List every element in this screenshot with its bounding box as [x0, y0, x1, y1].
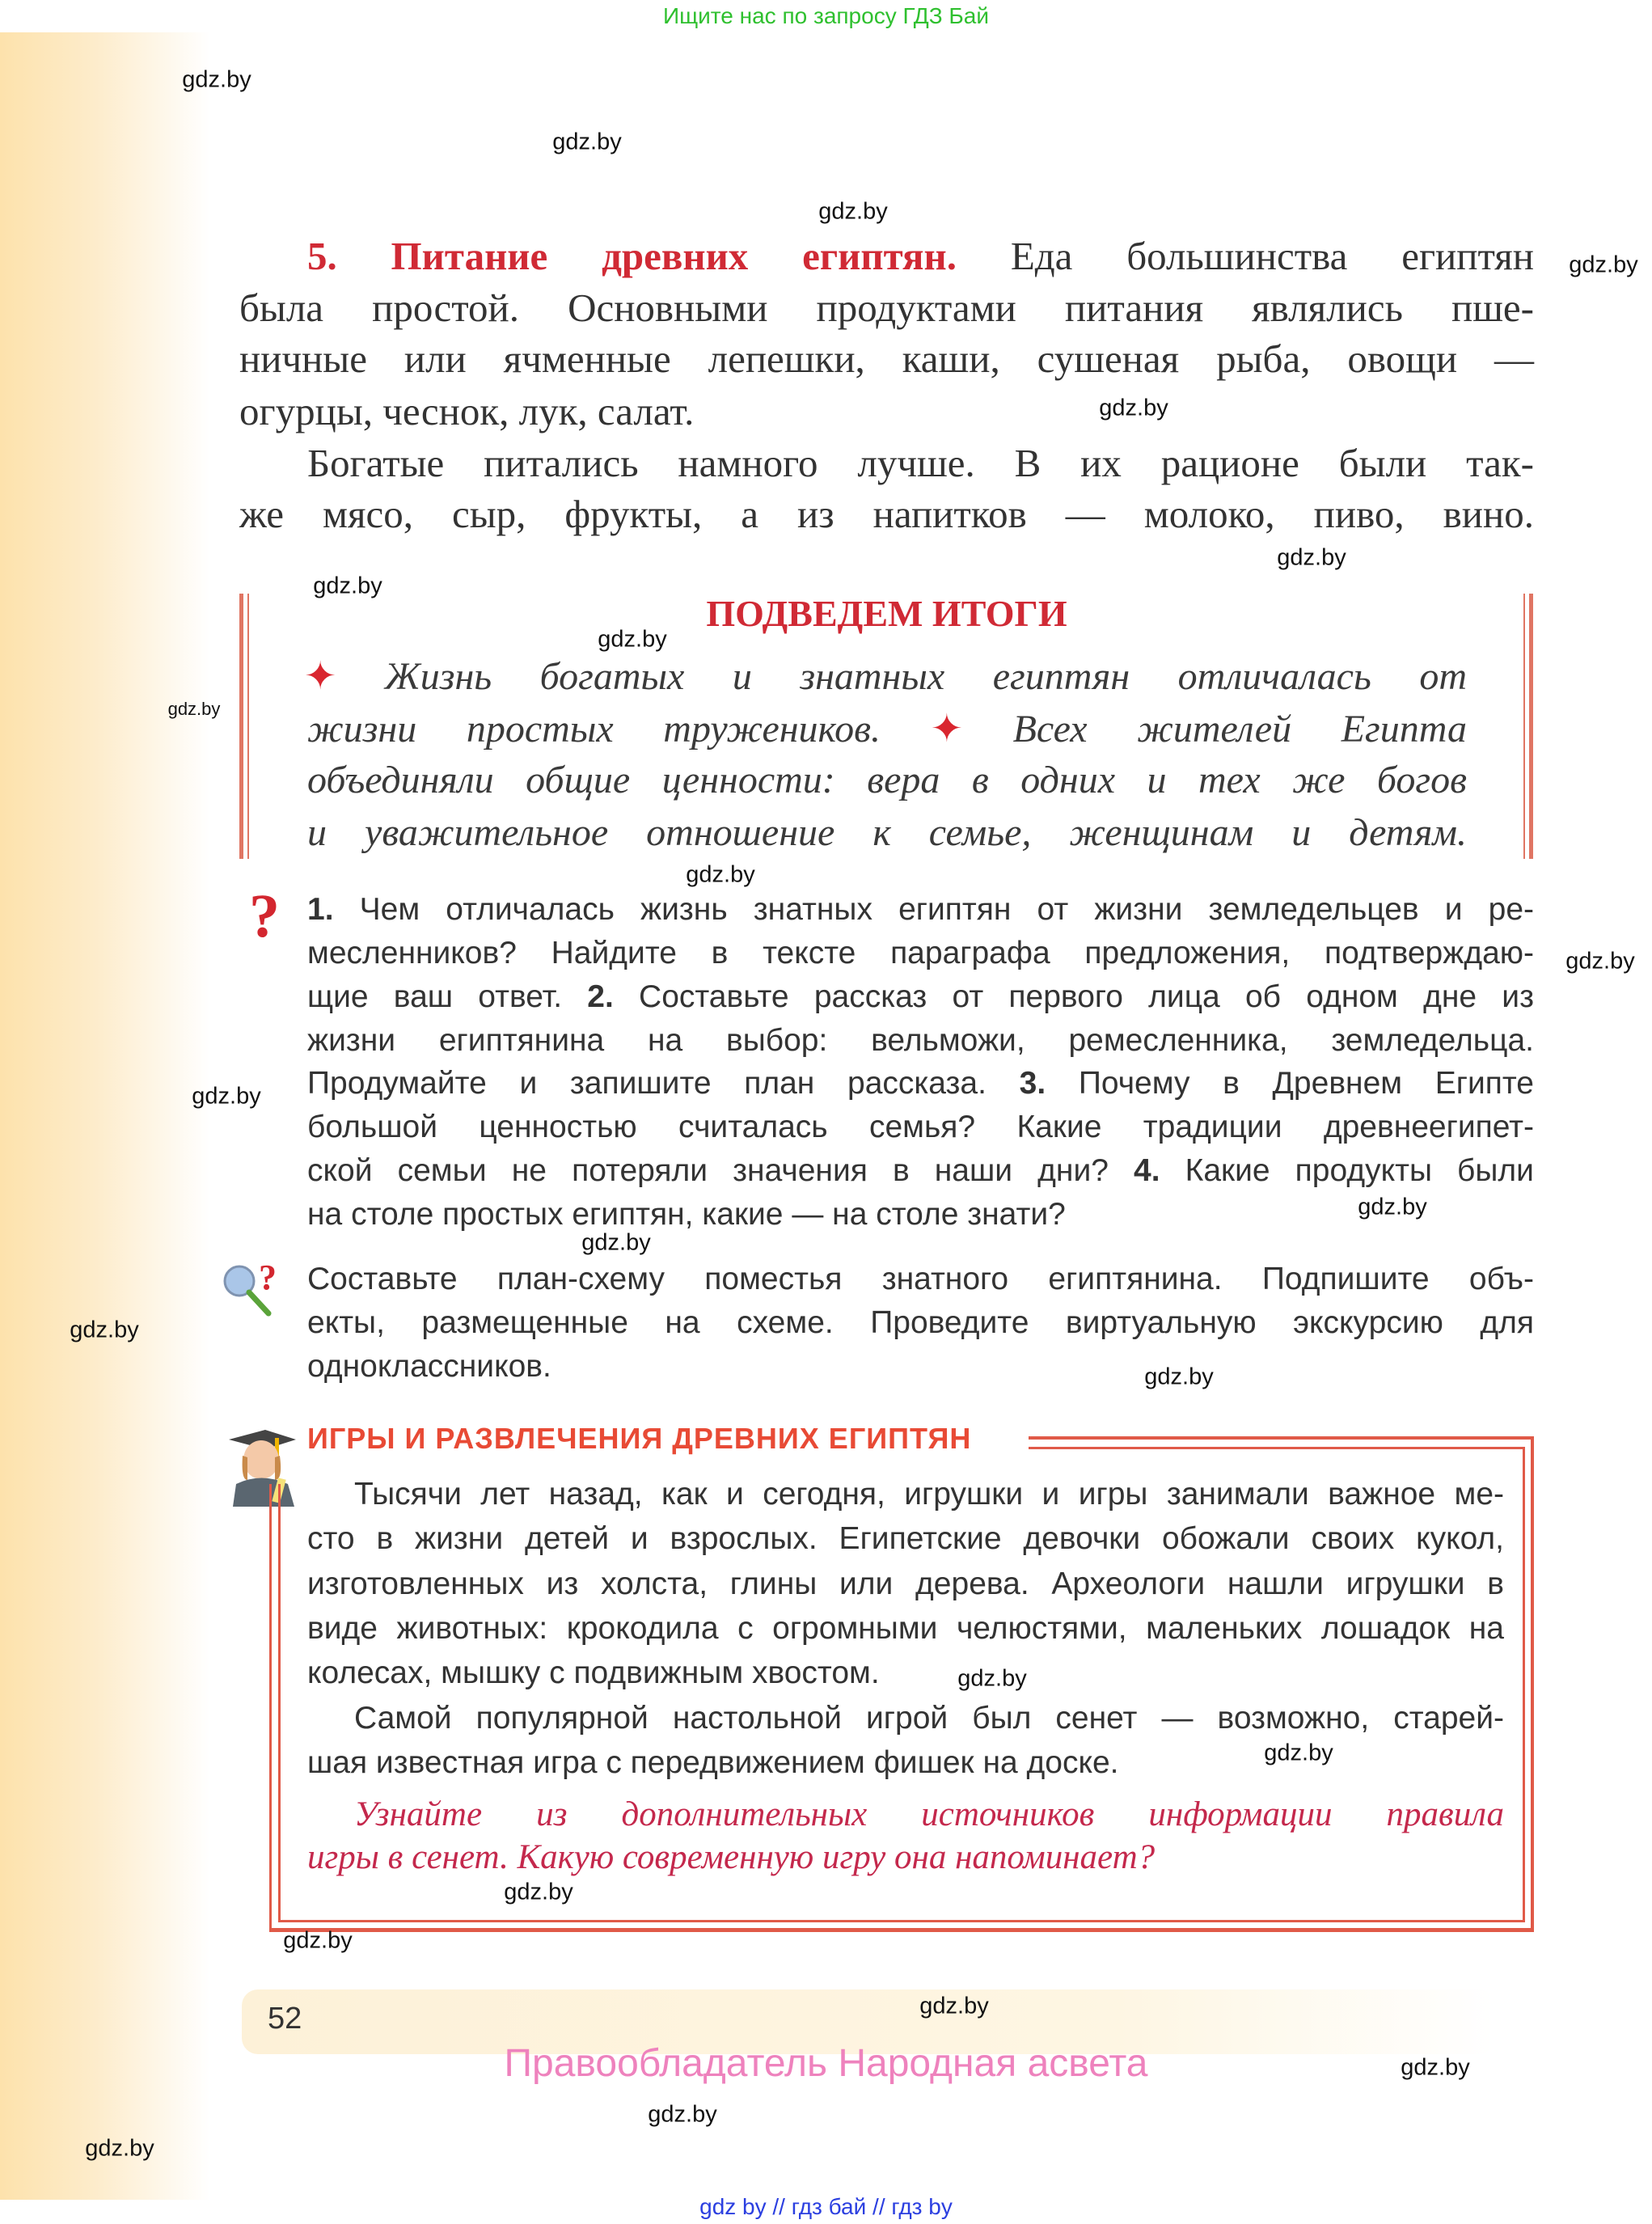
- text: Какие продукты были: [1185, 1153, 1534, 1188]
- watermark: gdz.by: [504, 1879, 573, 1905]
- question-line: на столе простых египтян, какие — на столе знати?: [307, 1197, 1066, 1232]
- text: жизни простых тружеников.: [307, 708, 881, 750]
- summary-line: объединяли общие ценности: вера в одних и тех же богов: [307, 759, 1467, 801]
- summary-line: [307, 708, 1467, 751]
- watermark: gdz.by: [686, 861, 755, 888]
- frame-line: [269, 1484, 272, 1931]
- question-number: 1.: [307, 892, 334, 927]
- frame-line: [269, 1928, 1534, 1932]
- question-line: жизни египтянина на выбор: вельможи, ремесленника, земледельца.: [307, 1023, 1534, 1058]
- text: Жизнь богатых и знатных египтян отличалась от: [384, 655, 1468, 698]
- games-title: ИГРЫ И РАЗВЛЕЧЕНИЯ ДРЕВНИХ ЕГИПТЯН: [307, 1422, 972, 1455]
- watermark: gdz.by: [182, 66, 251, 93]
- watermark: gdz.by: [598, 626, 667, 653]
- frame-line: [278, 1920, 1525, 1922]
- paragraph-line: огурцы, чеснок, лук, салат.: [239, 389, 695, 433]
- watermark: gdz.by: [192, 1083, 261, 1110]
- text: щие ваш ответ.: [307, 979, 563, 1014]
- watermark: gdz.by: [818, 198, 888, 225]
- top-banner[interactable]: Ищите нас по запросу ГДЗ Бай: [662, 3, 990, 28]
- paragraph-line: была простой. Основными продуктами питания являлись пше-: [239, 285, 1534, 330]
- text: Продумайте и запишите план рассказа.: [307, 1066, 987, 1101]
- summary-line: и уважительное отношение к семье, женщинам и детям.: [307, 811, 1467, 854]
- section-heading: 5. Питание древних египтян.: [307, 234, 957, 278]
- text: Почему в Древнем Египте: [1078, 1066, 1534, 1101]
- games-line: Самой популярной настольной игрой был сенет — возможно, старей-: [354, 1701, 1504, 1736]
- watermark: gdz.by: [283, 1927, 353, 1954]
- watermark: gdz.by: [1358, 1194, 1427, 1220]
- diamond-bullet-icon: ✦: [304, 655, 337, 698]
- question-number: 2.: [587, 979, 614, 1014]
- games-line: шая известная игра с передвижением фишек на доске.: [307, 1745, 1119, 1780]
- watermark: gdz.by: [552, 129, 622, 155]
- watermark: gdz.by: [957, 1665, 1027, 1692]
- project-line: одноклассников.: [307, 1349, 551, 1384]
- text: ской семьи не потеряли значения в наши дни?: [307, 1153, 1109, 1188]
- watermark: gdz.by: [85, 2135, 154, 2162]
- question-number: 4.: [1134, 1153, 1160, 1188]
- question-line: месленников? Найдите в тексте параграфа предложения, подтверждаю-: [307, 936, 1534, 970]
- games-task-line: игры в сенет. Какую современную игру она напоминает?: [307, 1838, 1156, 1876]
- games-line: виде животных: крокодила с огромными челюстями, маленьких лошадок на: [307, 1611, 1504, 1646]
- paragraph-line: же мясо, сыр, фрукты, а из напитков — молоко, пиво, вино.: [239, 492, 1534, 536]
- watermark: gdz.by: [70, 1317, 139, 1343]
- svg-text:?: ?: [259, 1260, 277, 1297]
- watermark: gdz.by: [1099, 395, 1168, 421]
- text: Составьте рассказ от первого лица об одном дне из: [639, 979, 1534, 1014]
- frame-line: [1029, 1436, 1534, 1440]
- watermark: gdz.by: [313, 573, 382, 599]
- question-line: [307, 892, 1534, 928]
- summary-title: ПОДВЕДЕМ ИТОГИ: [706, 593, 1067, 634]
- watermark: gdz.by: [167, 699, 221, 719]
- watermark: gdz.by: [1569, 252, 1638, 278]
- page-number: 52: [268, 2002, 302, 2036]
- games-line: сто в жизни детей и взрослых. Египетские девочки обожали своих кукол,: [307, 1521, 1504, 1556]
- diamond-bullet-icon: ✦: [930, 708, 963, 750]
- project-line: екты, размещенные на схеме. Проведите виртуальную экскурсию для: [307, 1305, 1534, 1340]
- watermark: gdz.by: [1144, 1364, 1214, 1390]
- magnifier-question-icon: [220, 1260, 289, 1325]
- question-line: [307, 1066, 1534, 1101]
- frame-line: [1029, 1447, 1525, 1449]
- summary-line: [304, 655, 1467, 699]
- question-number: 3.: [1019, 1066, 1046, 1101]
- games-line: изготовленных из холста, глины или дерева. Археологи нашли игрушки в: [307, 1567, 1504, 1601]
- watermark: gdz.by: [1264, 1740, 1333, 1766]
- left-margin-gradient: [0, 32, 210, 2200]
- watermark: gdz.by: [1401, 2054, 1470, 2081]
- frame-line: [278, 1484, 281, 1922]
- frame-line: [1523, 1447, 1525, 1922]
- text: Еда большинства египтян: [1010, 234, 1535, 278]
- paragraph-line: ничные или ячменные лепешки, каши, сушеная рыба, овощи —: [239, 336, 1534, 381]
- question-line: [307, 979, 1534, 1015]
- section-5-line-1: [307, 235, 1534, 279]
- paragraph-line: Богатые питались намного лучше. В их рационе были так-: [307, 441, 1534, 485]
- teacher-avatar-icon: [225, 1415, 299, 1507]
- watermark: gdz.by: [581, 1229, 651, 1256]
- watermark: gdz.by: [1277, 544, 1346, 571]
- watermark: gdz.by: [1565, 948, 1635, 975]
- question-line: большой ценностью считалась семья? Какие традиции древнеегипет-: [307, 1110, 1534, 1144]
- watermark: gdz.by: [919, 1993, 989, 2019]
- question-mark-icon: ?: [249, 882, 280, 950]
- games-line: Тысячи лет назад, как и сегодня, игрушки и игры занимали важное ме-: [354, 1477, 1504, 1512]
- games-line: колесах, мышку с подвижным хвостом.: [307, 1655, 880, 1690]
- text: Всех жителей Египта: [1012, 708, 1468, 750]
- question-line: [307, 1153, 1534, 1189]
- watermark: gdz.by: [648, 2101, 717, 2128]
- frame-line: [1531, 1436, 1534, 1931]
- games-task-line: Узнайте из дополнительных источников информации правила: [354, 1795, 1504, 1833]
- project-line: Составьте план-схему поместья знатного египтянина. Подпишите объ-: [307, 1262, 1534, 1296]
- copyright-notice: Правообладатель Народная асвета: [504, 2042, 1148, 2085]
- bottom-links[interactable]: gdz by // гдз бай // гдз by: [699, 2194, 953, 2219]
- text: Чем отличалась жизнь знатных египтян от жизни земледельцев и ре-: [359, 892, 1534, 927]
